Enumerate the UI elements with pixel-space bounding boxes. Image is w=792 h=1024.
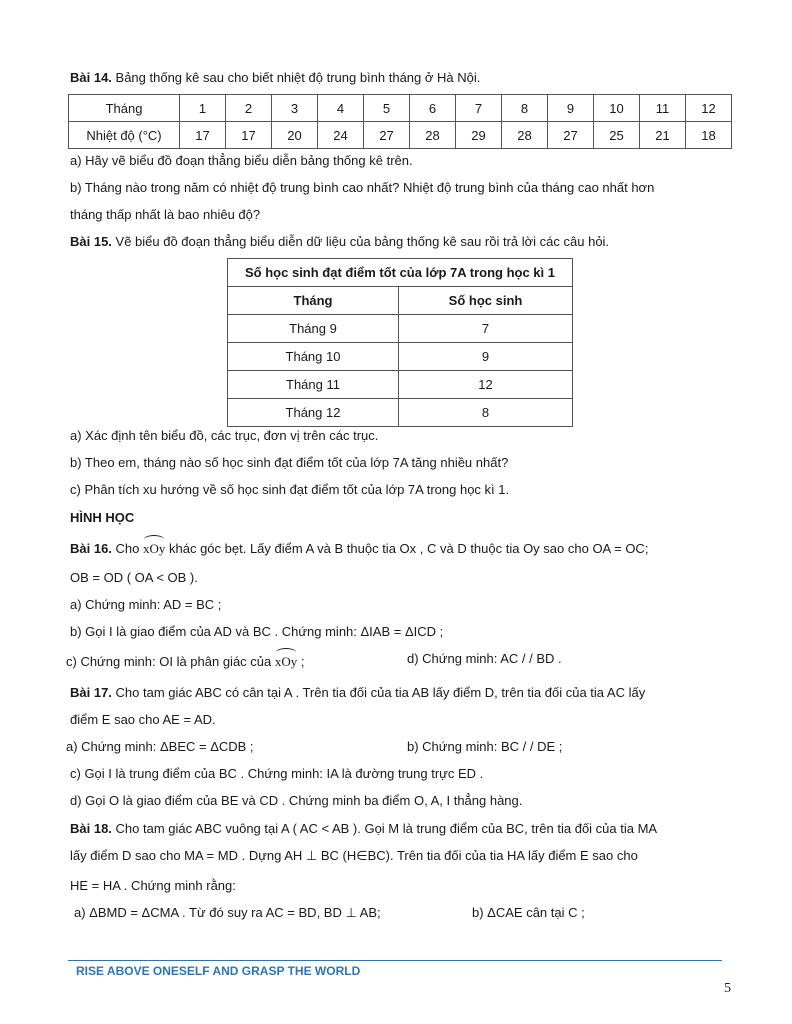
- table-cell: 28: [410, 122, 456, 149]
- angle-xoy: xOy: [274, 654, 298, 669]
- exercise-18-line-2: lấy điểm D sao cho MA = MD . Dựng AH ⊥ BC (H∈BC). Trên tia đối của tia HA lấy điểm E sao cho: [70, 848, 638, 863]
- exercise-18-part-b: b) ΔCAE cân tại C ;: [472, 905, 585, 920]
- part-c-text: c) Chứng minh: OI là phân giác của: [66, 654, 275, 669]
- exercise-18-label: Bài 18.: [70, 821, 112, 836]
- temperature-table: [68, 94, 732, 149]
- part-c-end: ;: [297, 654, 305, 669]
- table-cell: Tháng 11: [228, 371, 399, 399]
- exercise-16-part-b: b) Gọi I là giao điểm của AD và BC . Chứng minh: ΔIAB = ΔICD ;: [70, 624, 444, 639]
- exercise-16-part-c: [66, 653, 305, 671]
- exercise-17-intro: [70, 684, 645, 702]
- exercise-15-part-c: c) Phân tích xu hướng về số học sinh đạt điểm tốt của lớp 7A trong học kì 1.: [70, 482, 510, 497]
- table-row: [228, 287, 573, 315]
- exercise-17-part-b: b) Chứng minh: BC / / DE ;: [407, 739, 563, 754]
- exercise-16-label: Bài 16.: [70, 541, 112, 556]
- exercise-14-text: Bảng thống kê sau cho biết nhiệt độ trung bình tháng ở Hà Nội.: [111, 70, 481, 85]
- exercise-16-line-2: OB = OD ( OA < OB ).: [70, 570, 198, 585]
- table-cell: 4: [318, 95, 364, 122]
- exercise-17-text: Cho tam giác ABC có cân tại A . Trên tia đối của tia AB lấy điểm D, trên tia đối của tia AC lấy: [111, 685, 646, 700]
- exercise-17-line-2: điểm E sao cho AE = AD.: [70, 712, 216, 727]
- exercise-15-intro: [70, 233, 609, 251]
- table-row: [228, 399, 573, 427]
- table-title: Số học sinh đạt điểm tốt của lớp 7A trong học kì 1: [228, 259, 573, 287]
- table-row: [228, 259, 573, 287]
- table-row: [228, 315, 573, 343]
- table-row: [69, 95, 732, 122]
- exercise-16-intro: [70, 540, 648, 558]
- table-cell: 27: [364, 122, 410, 149]
- table-cell: 9: [548, 95, 594, 122]
- table-cell: 21: [640, 122, 686, 149]
- table-cell: 1: [180, 95, 226, 122]
- table-cell: 2: [226, 95, 272, 122]
- table-cell: 12: [399, 371, 573, 399]
- table-cell: 28: [502, 122, 548, 149]
- table-cell: 11: [640, 95, 686, 122]
- table-cell: 18: [686, 122, 732, 149]
- table-cell: 7: [399, 315, 573, 343]
- exercise-14-part-a: a) Hãy vẽ biểu đồ đoạn thẳng biểu diễn bảng thống kê trên.: [70, 153, 413, 168]
- table-cell: 29: [456, 122, 502, 149]
- exercise-18-intro: [70, 820, 657, 838]
- table-cell: 5: [364, 95, 410, 122]
- table-cell: 8: [399, 399, 573, 427]
- table-cell: 8: [502, 95, 548, 122]
- table-cell: 7: [456, 95, 502, 122]
- table-cell: 20: [272, 122, 318, 149]
- table-cell: 10: [594, 95, 640, 122]
- table-cell: 6: [410, 95, 456, 122]
- table-row: [228, 371, 573, 399]
- exercise-15-part-a: a) Xác định tên biểu đồ, các trục, đơn vị trên các trục.: [70, 428, 379, 443]
- table-cell: 24: [318, 122, 364, 149]
- section-heading: HÌNH HỌC: [70, 510, 135, 525]
- exercise-15-label: Bài 15.: [70, 234, 112, 249]
- table-header: Số học sinh: [399, 287, 573, 315]
- exercise-18-line-3: HE = HA . Chứng minh rằng:: [70, 878, 236, 893]
- exercise-14-part-b: b) Tháng nào trong năm có nhiệt độ trung bình cao nhất? Nhiệt độ trung bình của tháng cao nhất hơn: [70, 180, 655, 195]
- table-cell: Tháng: [69, 95, 180, 122]
- table-cell: 17: [226, 122, 272, 149]
- exercise-18-part-a: a) ΔBMD = ΔCMA . Từ đó suy ra AC = BD, BD ⊥ AB;: [74, 905, 381, 920]
- page-number: 5: [724, 981, 731, 996]
- table-cell: Nhiệt độ (°C): [69, 122, 180, 149]
- table-row: [69, 122, 732, 149]
- table-cell: Tháng 12: [228, 399, 399, 427]
- exercise-17-part-d: d) Gọi O là giao điểm của BE và CD . Chứng minh ba điểm O, A, I thẳng hàng.: [70, 793, 523, 808]
- table-row: [228, 343, 573, 371]
- table-cell: Tháng 9: [228, 315, 399, 343]
- exercise-15-part-b: b) Theo em, tháng nào số học sinh đạt điểm tốt của lớp 7A tăng nhiều nhất?: [70, 455, 509, 470]
- exercise-17-label: Bài 17.: [70, 685, 112, 700]
- table-cell: Tháng 10: [228, 343, 399, 371]
- exercise-16-text-a: Cho: [111, 541, 143, 556]
- exercise-17-part-c: c) Gọi I là trung điểm của BC . Chứng minh: IA là đường trung trực ED .: [70, 766, 484, 781]
- exercise-15-text: Vẽ biểu đồ đoạn thẳng biểu diễn dữ liệu của bảng thống kê sau rồi trả lời các câu hỏi.: [111, 234, 610, 249]
- angle-xoy: xOy: [143, 541, 166, 556]
- exercise-18-text: Cho tam giác ABC vuông tại A ( AC < AB ). Gọi M là trung điểm của BC, trên tia đối của tia MA: [111, 821, 658, 836]
- table-cell: 27: [548, 122, 594, 149]
- exercise-14-intro: [70, 69, 480, 87]
- exercise-17-part-a: a) Chứng minh: ΔBEC = ΔCDB ;: [66, 739, 254, 754]
- footer-motto: RISE ABOVE ONESELF AND GRASP THE WORLD: [76, 964, 361, 978]
- table-cell: 9: [399, 343, 573, 371]
- exercise-16-part-d: d) Chứng minh: AC / / BD .: [407, 651, 562, 666]
- exercise-14-part-b-cont: tháng thấp nhất là bao nhiêu độ?: [70, 207, 261, 222]
- exercise-14-label: Bài 14.: [70, 70, 112, 85]
- good-grades-table: [227, 258, 573, 427]
- table-cell: 25: [594, 122, 640, 149]
- footer-divider: [68, 960, 722, 961]
- table-cell: 17: [180, 122, 226, 149]
- table-header: Tháng: [228, 287, 399, 315]
- exercise-16-part-a: a) Chứng minh: AD = BC ;: [70, 597, 222, 612]
- table-cell: 12: [686, 95, 732, 122]
- table-cell: 3: [272, 95, 318, 122]
- exercise-16-text-b: khác góc bẹt. Lấy điểm A và B thuộc tia Ox , C và D thuộc tia Oy sao cho OA = OC;: [165, 541, 649, 556]
